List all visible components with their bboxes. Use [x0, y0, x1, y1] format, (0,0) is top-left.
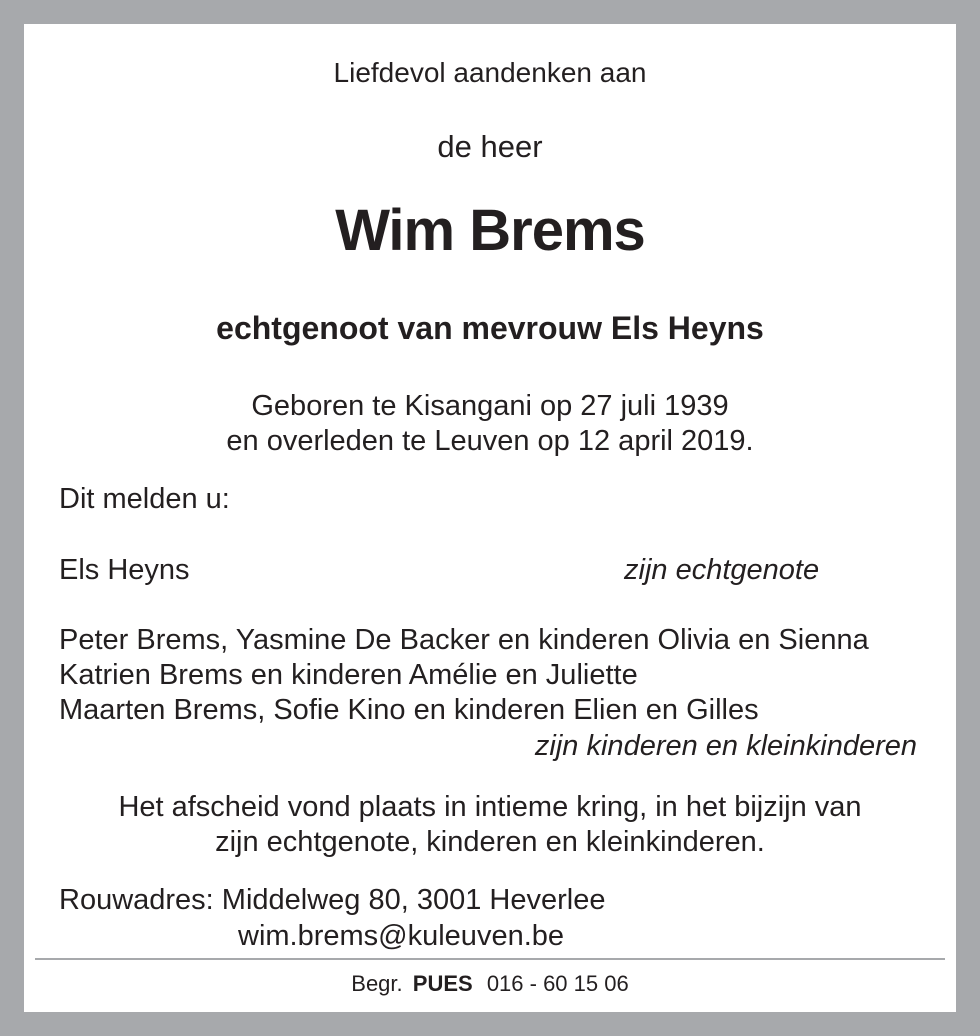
spouse-role: zijn echtgenote	[624, 554, 820, 586]
relation-text: echtgenoot van mevrouw Els Heyns	[216, 310, 764, 346]
announcement-heading: Dit melden u:	[59, 483, 230, 515]
footer-divider	[35, 958, 945, 960]
funeral-home-name: PUES	[412, 971, 473, 996]
intro-text: Liefdevol aandenken aan	[333, 57, 647, 88]
birth-text: Geboren te Kisangani op 27 juli 1939	[251, 390, 729, 422]
family-line: Peter Brems, Yasmine De Backer en kinderen Olivia en Sienna	[59, 624, 869, 656]
footer-prefix: Begr.	[351, 971, 403, 996]
farewell-text: zijn echtgenote, kinderen en kleinkinderen.	[215, 826, 765, 858]
spouse-name: Els Heyns	[59, 554, 190, 586]
farewell-text: Het afscheid vond plaats in intieme kring, in het bijzijn van	[118, 791, 862, 823]
children-role: zijn kinderen en kleinkinderen	[534, 730, 917, 762]
funeral-home-phone: 016 - 60 15 06	[486, 971, 629, 996]
funeral-home-footer	[24, 973, 956, 995]
mourning-address: Rouwadres: Middelweg 80, 3001 Heverlee	[59, 884, 606, 916]
family-line: Katrien Brems en kinderen Amélie en Juliette	[59, 659, 638, 691]
death-text: en overleden te Leuven op 12 april 2019.	[226, 425, 754, 457]
email-address: wim.brems@kuleuven.be	[238, 920, 565, 952]
family-line: Maarten Brems, Sofie Kino en kinderen Elien en Gilles	[59, 694, 759, 726]
deceased-name: Wim Brems	[335, 198, 645, 263]
obituary-notice	[24, 24, 956, 1012]
honorific-text: de heer	[437, 129, 543, 164]
